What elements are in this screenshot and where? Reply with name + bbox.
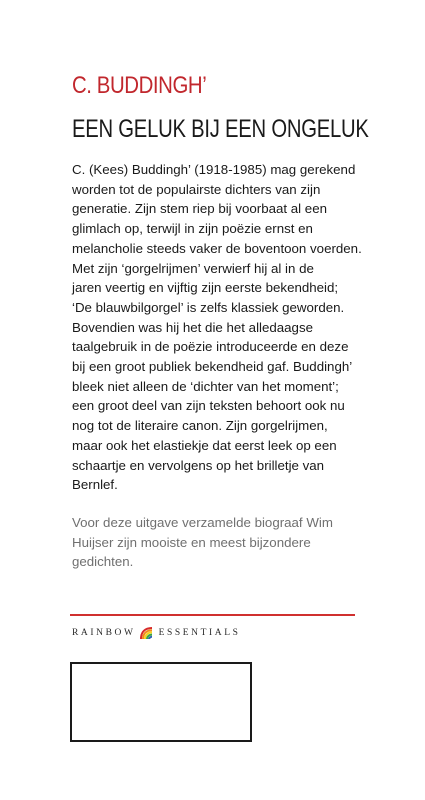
description-line: glimlach op, terwijl in zijn poëzie ernst en bbox=[72, 221, 313, 237]
book-title: EEN GELUK BIJ EEN ONGELUK bbox=[72, 115, 369, 143]
description-line: ‘De blauwbilgorgel’ is zelfs klassiek geworden. bbox=[72, 299, 345, 315]
publisher-imprint bbox=[72, 625, 241, 641]
description-line: een groot deel van zijn teksten behoort ook nu bbox=[72, 398, 345, 414]
red-divider bbox=[70, 614, 355, 616]
rainbow-logo-icon bbox=[139, 626, 153, 640]
blurb-text bbox=[72, 513, 362, 572]
description-line: Met zijn ‘gorgelrijmen’ verwierf hij al in de bbox=[72, 260, 314, 276]
description-text bbox=[72, 160, 362, 495]
description-line: taalgebruik in de poëzie introduceerde en deze bbox=[72, 339, 349, 355]
description-line: bij een groot publiek bekendheid gaf. Buddingh’ bbox=[72, 359, 353, 375]
description-line: worden tot de populairste dichters van zijn bbox=[72, 181, 321, 197]
description-line: melancholie steeds vaker de boventoon voerden. bbox=[72, 240, 362, 256]
description-line: maar ook het elastiekje dat eerst leek op een bbox=[72, 437, 337, 453]
description-line: nog tot de literaire canon. Zijn gorgelrijmen, bbox=[72, 418, 328, 434]
blurb-line: Huijser zijn mooiste en meest bijzondere bbox=[72, 534, 311, 550]
description-line: C. (Kees) Buddingh’ (1918-1985) mag gerekend bbox=[72, 162, 356, 177]
description-line: bleek niet alleen de ‘dichter van het moment’; bbox=[72, 378, 339, 394]
description-line: schaartje en vervolgens op het brilletje van bbox=[72, 457, 325, 473]
author-name: C. BUDDINGH’ bbox=[72, 72, 207, 99]
imprint-right-text: ESSENTIALS bbox=[158, 628, 241, 638]
description-line: jaren veertig en vijftig zijn eerste bekendheid; bbox=[72, 280, 339, 296]
barcode-placeholder bbox=[70, 662, 252, 742]
description-line: Bernlef. bbox=[72, 477, 118, 493]
description-line: Bovendien was hij het die het alledaagse bbox=[72, 319, 313, 335]
blurb-line: gedichten. bbox=[72, 554, 134, 570]
blurb-line: Voor deze uitgave verzamelde biograaf Wim bbox=[72, 515, 333, 530]
imprint-left-text: RAINBOW bbox=[72, 628, 136, 638]
description-line: generatie. Zijn stem riep bij voorbaat al een bbox=[72, 201, 327, 217]
